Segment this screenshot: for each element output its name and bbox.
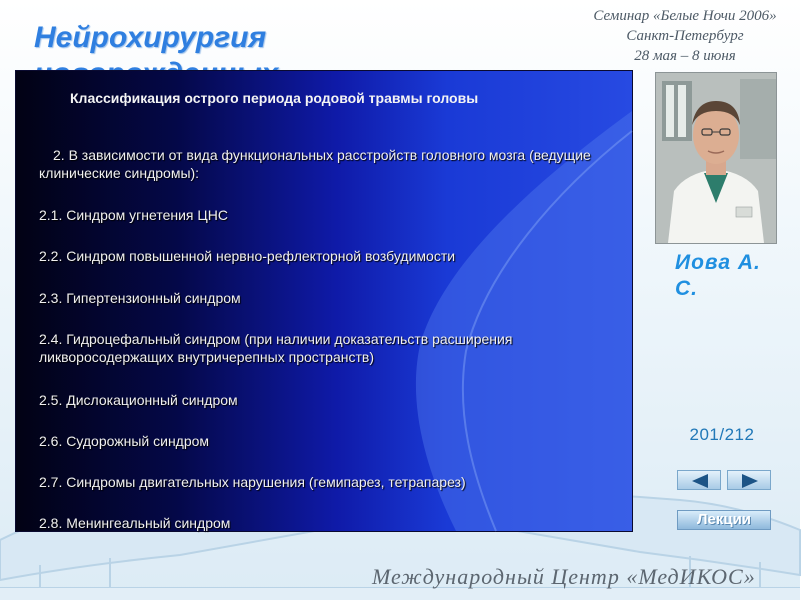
footer-organization: Международный Центр «МедИКОС» — [372, 564, 756, 589]
next-slide-button[interactable] — [727, 470, 771, 490]
triangle-left-icon — [678, 471, 722, 491]
seminar-dates: 28 мая – 8 июня — [634, 48, 736, 64]
syndrome-item: 2.7. Синдромы двигательных нарушения (гемипарез, тетрапарез) — [39, 474, 466, 490]
author-name: Иова А. С. — [675, 251, 761, 300]
seminar-name: Семинар «Белые Ночи 2006» — [593, 8, 777, 24]
seminar-city: Санкт-Петербург — [626, 28, 744, 44]
syndrome-item: 2.1. Синдром угнетения ЦНС — [39, 207, 228, 223]
syndrome-item: 2.5. Дислокационный синдром — [39, 392, 238, 408]
panel-content — [16, 71, 632, 531]
classification-intro: 2. В зависимости от вида функциональных расстройств головного мозга (ведущие клинические синдромы): — [39, 147, 591, 181]
panel-heading: Классификация острого периода родовой травмы головы — [70, 90, 479, 106]
content-panel — [15, 70, 633, 532]
author-portrait — [655, 72, 777, 244]
syndrome-item: 2.8. Менингеальный синдром — [39, 515, 231, 531]
triangle-right-icon — [728, 471, 772, 491]
syndrome-item: 2.3. Гипертензионный синдром — [39, 290, 241, 306]
seminar-info — [560, 6, 810, 66]
page-counter: 201/212 — [689, 425, 755, 444]
lectures-button[interactable]: Лекции — [677, 510, 771, 530]
syndrome-item: 2.6. Судорожный синдром — [39, 433, 210, 449]
syndrome-item: 2.2. Синдром повышенной нервно-рефлекторной возбудимости — [39, 248, 456, 264]
previous-slide-button[interactable] — [677, 470, 721, 490]
slide-title: Нейрохирургия — [34, 21, 267, 54]
syndrome-item: 2.4. Гидроцефальный синдром (при наличии доказательств расширения ликворосодержащих внутричерепных пространств) — [39, 331, 513, 365]
portrait-image — [656, 73, 776, 243]
